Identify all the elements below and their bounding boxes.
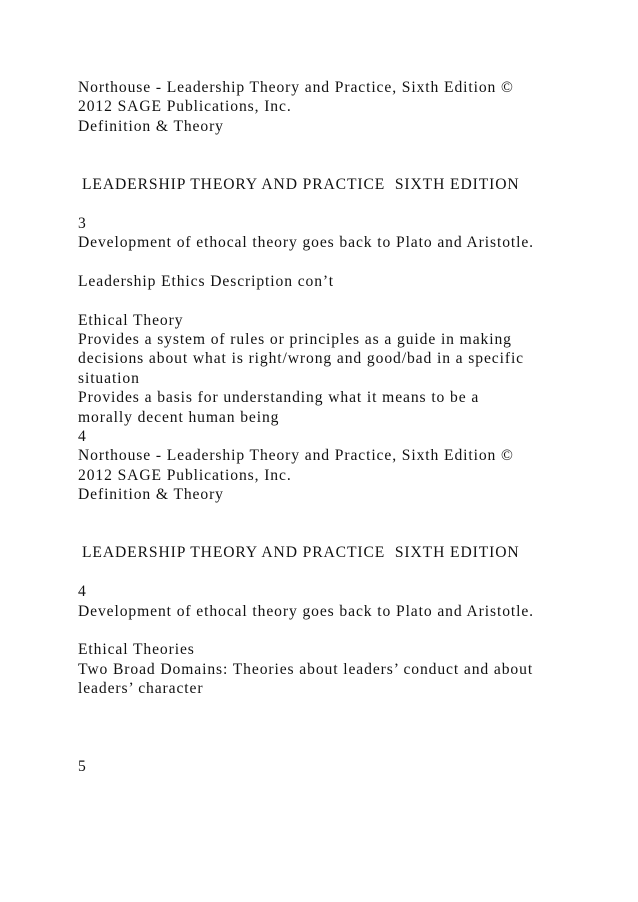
spacer <box>78 291 618 310</box>
body-text: Two Broad Domains: Theories about leaders’ conduct and about <box>78 660 534 678</box>
page-number: 3 <box>78 214 87 232</box>
page-number: 4 <box>78 428 87 446</box>
citation-line-2: 2012 SAGE Publications, Inc. <box>78 466 292 484</box>
bullet-text: Provides a basis for understanding what it means to be a <box>78 389 480 407</box>
section-label: Definition & Theory <box>78 486 224 504</box>
spacer <box>78 505 618 544</box>
spacer <box>78 563 618 582</box>
bullet-text: morally decent human being <box>78 408 280 426</box>
citation-line-1: Northouse - Leadership Theory and Practice, Sixth Edition © <box>78 79 514 96</box>
slide-subtitle: Ethical Theory <box>78 311 184 329</box>
running-heading: LEADERSHIP THEORY AND PRACTICE SIXTH EDITION <box>82 544 520 562</box>
spacer <box>78 253 618 272</box>
page-number: 5 <box>78 757 87 775</box>
document-page <box>78 78 618 776</box>
bullet-text: decisions about what is right/wrong and good/bad in a specific <box>78 350 524 368</box>
bullet-text: situation <box>78 369 140 387</box>
body-text: leaders’ character <box>78 680 204 698</box>
running-heading: LEADERSHIP THEORY AND PRACTICE SIXTH EDITION <box>82 175 520 193</box>
spacer <box>78 621 618 640</box>
speaker-note: Development of ethocal theory goes back to Plato and Aristotle. <box>78 602 534 620</box>
slide-title: Ethical Theories <box>78 641 195 659</box>
spacer <box>78 194 618 213</box>
citation-line-1: Northouse - Leadership Theory and Practice, Sixth Edition © <box>78 447 514 465</box>
spacer <box>78 136 618 175</box>
speaker-note: Development of ethocal theory goes back to Plato and Aristotle. <box>78 234 534 252</box>
section-label: Definition & Theory <box>78 117 224 135</box>
page-number: 4 <box>78 583 87 601</box>
bullet-text: Provides a system of rules or principles as a guide in making <box>78 331 512 349</box>
citation-line-2: 2012 SAGE Publications, Inc. <box>78 98 292 116</box>
spacer <box>78 699 618 757</box>
slide-title: Leadership Ethics Description con’t <box>78 272 334 290</box>
